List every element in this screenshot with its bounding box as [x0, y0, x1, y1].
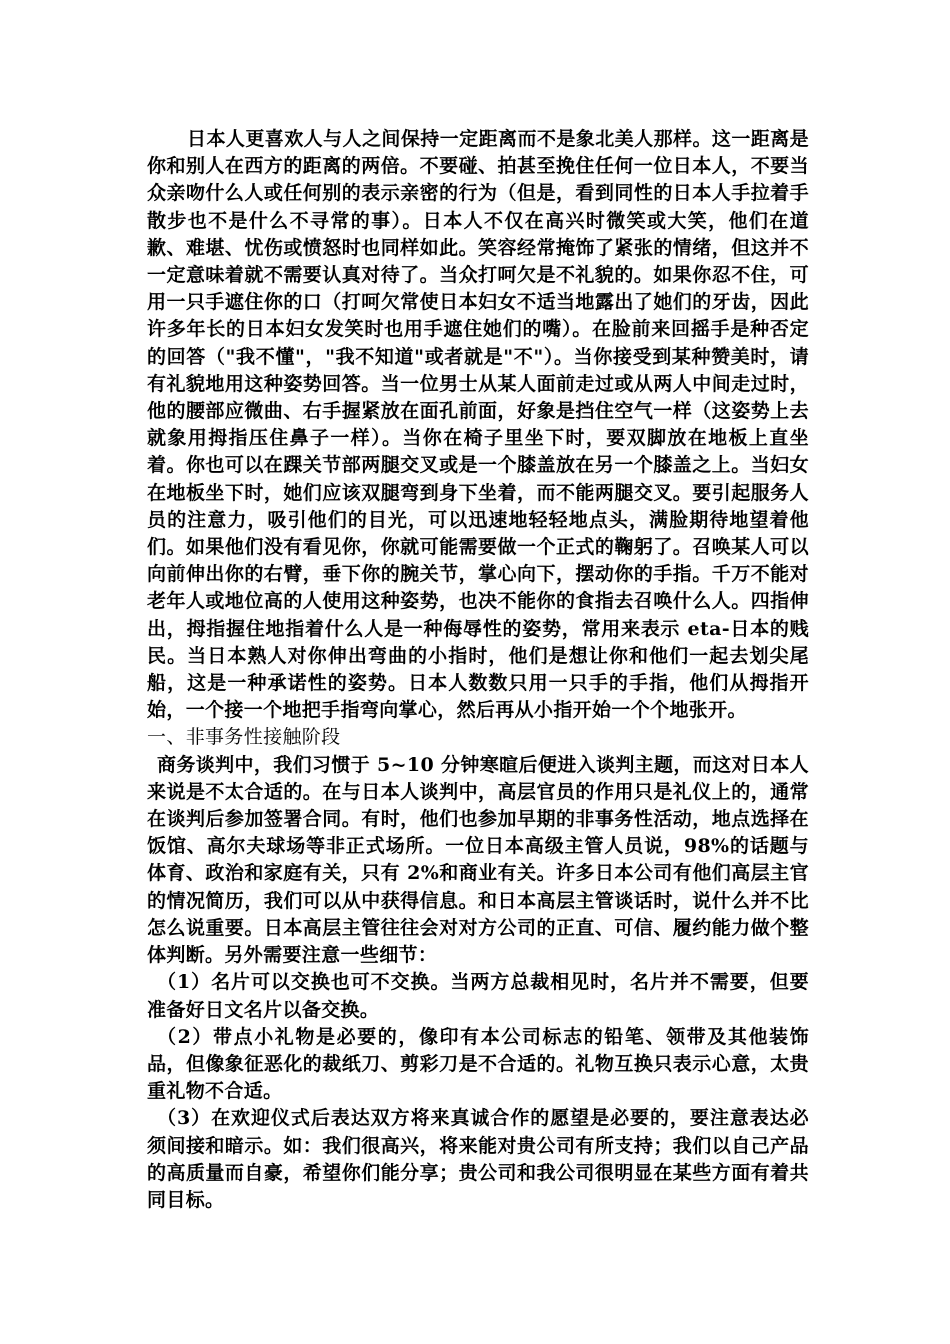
detail-item-2: （2）带点小礼物是必要的，像印有本公司标志的铅笔、领带及其他装饰品，但像象征恶化的裁纸刀、剪彩刀是不合适的。礼物互换只表示心意，太贵重礼物不合适。: [147, 1025, 809, 1103]
document-page: [147, 126, 809, 1214]
detail-item-1: （1）名片可以交换也可不交换。当两方总裁相见时，名片并不需要，但要准备好日文名片以备交换。: [147, 971, 809, 1021]
business-talk-paragraph: 商务谈判中，我们习惯于 5~10 分钟寒暄后便进入谈判主题，而这对日本人来说是不太合适的。在与日本人谈判中，高层官员的作用只是礼仪上的，通常在谈判后参加签署合同。有时，他们也参加早期的非事务性活动，地点选择在饭馆、高尔夫球场等非正式场所。一位日本高级主管人员说，98%的话题与体育、政治和家庭有关，只有 2%和商业有关。许多日本公司有他们高层主官的情况简历，我们可以从中获得信息。和日本高层主管谈话时，说什么并不比怎么说重要。日本高层主管往往会对对方公司的正直、可信、履约能力做个整体判断。另外需要注意一些细节：: [147, 753, 809, 967]
section-heading: 一、非事务性接触阶段: [147, 726, 341, 749]
detail-item-3: （3）在欢迎仪式后表达双方将来真诚合作的愿望是必要的，要注意表达必须间接和暗示。如：我们很高兴，将来能对贵公司有所支持；我们以自己产品的高质量而自豪，希望你们能分享；贵公司和我公司很明显在某些方面有着共同目标。: [147, 1107, 809, 1211]
intro-paragraph: 日本人更喜欢人与人之间保持一定距离而不是象北美人那样。这一距离是你和别人在西方的距离的两倍。不要碰、拍甚至挽住任何一位日本人，不要当众亲吻什么人或任何别的表示亲密的行为（但是，看到同性的日本人手拉着手散步也不是什么不寻常的事）。日本人不仅在高兴时微笑或大笑，他们在道歉、难堪、忧伤或愤怒时也同样如此。笑容经常掩饰了紧张的情绪，但这并不一定意味着就不需要认真对待了。当众打呵欠是不礼貌的。如果你忍不住，可用一只手遮住你的口（打呵欠常使日本妇女不适当地露出了她们的牙齿，因此许多年长的日本妇女发笑时也用手遮住她们的嘴）。在脸前来回摇手是种否定的回答（"我不懂"，"我不知道"或者就是"不"）。当你接受到某种赞美时，请有礼貌地用这种姿势回答。当一位男士从某人面前走过或从两人中间走过时，他的腰部应微曲、右手握紧放在面孔前面，好象是挡住空气一样（这姿势上去就象用拇指压住鼻子一样）。当你在椅子里坐下时，要双脚放在地板上直坐着。你也可以在踝关节部两腿交叉或是一个膝盖放在另一个膝盖之上。当妇女在地板坐下时，她们应该双腿弯到身下坐着，而不能两腿交叉。要引起服务人员的注意力，吸引他们的目光，可以迅速地轻轻地点头，满脸期待地望着他们。如果他们没有看见你，你就可能需要做一个正式的鞠躬了。召唤某人可以向前伸出你的右臂，垂下你的腕关节，掌心向下，摆动你的手指。千万不能对老年人或地位高的人使用这种姿势，也决不能你的食指去召唤什么人。四指伸出，拇指握住地指着什么人是一种侮辱性的姿势，常用来表示 eta-日本的贱民。当日本熟人对你伸出弯曲的小指时，他们是想让你和他们一起去划尖尾船，这是一种承诺性的姿势。日本人数数只用一只手的手指，他们从拇指开始，一个接一个地把手指弯向掌心，然后再从小指开始一个个地张开。: [147, 128, 809, 722]
